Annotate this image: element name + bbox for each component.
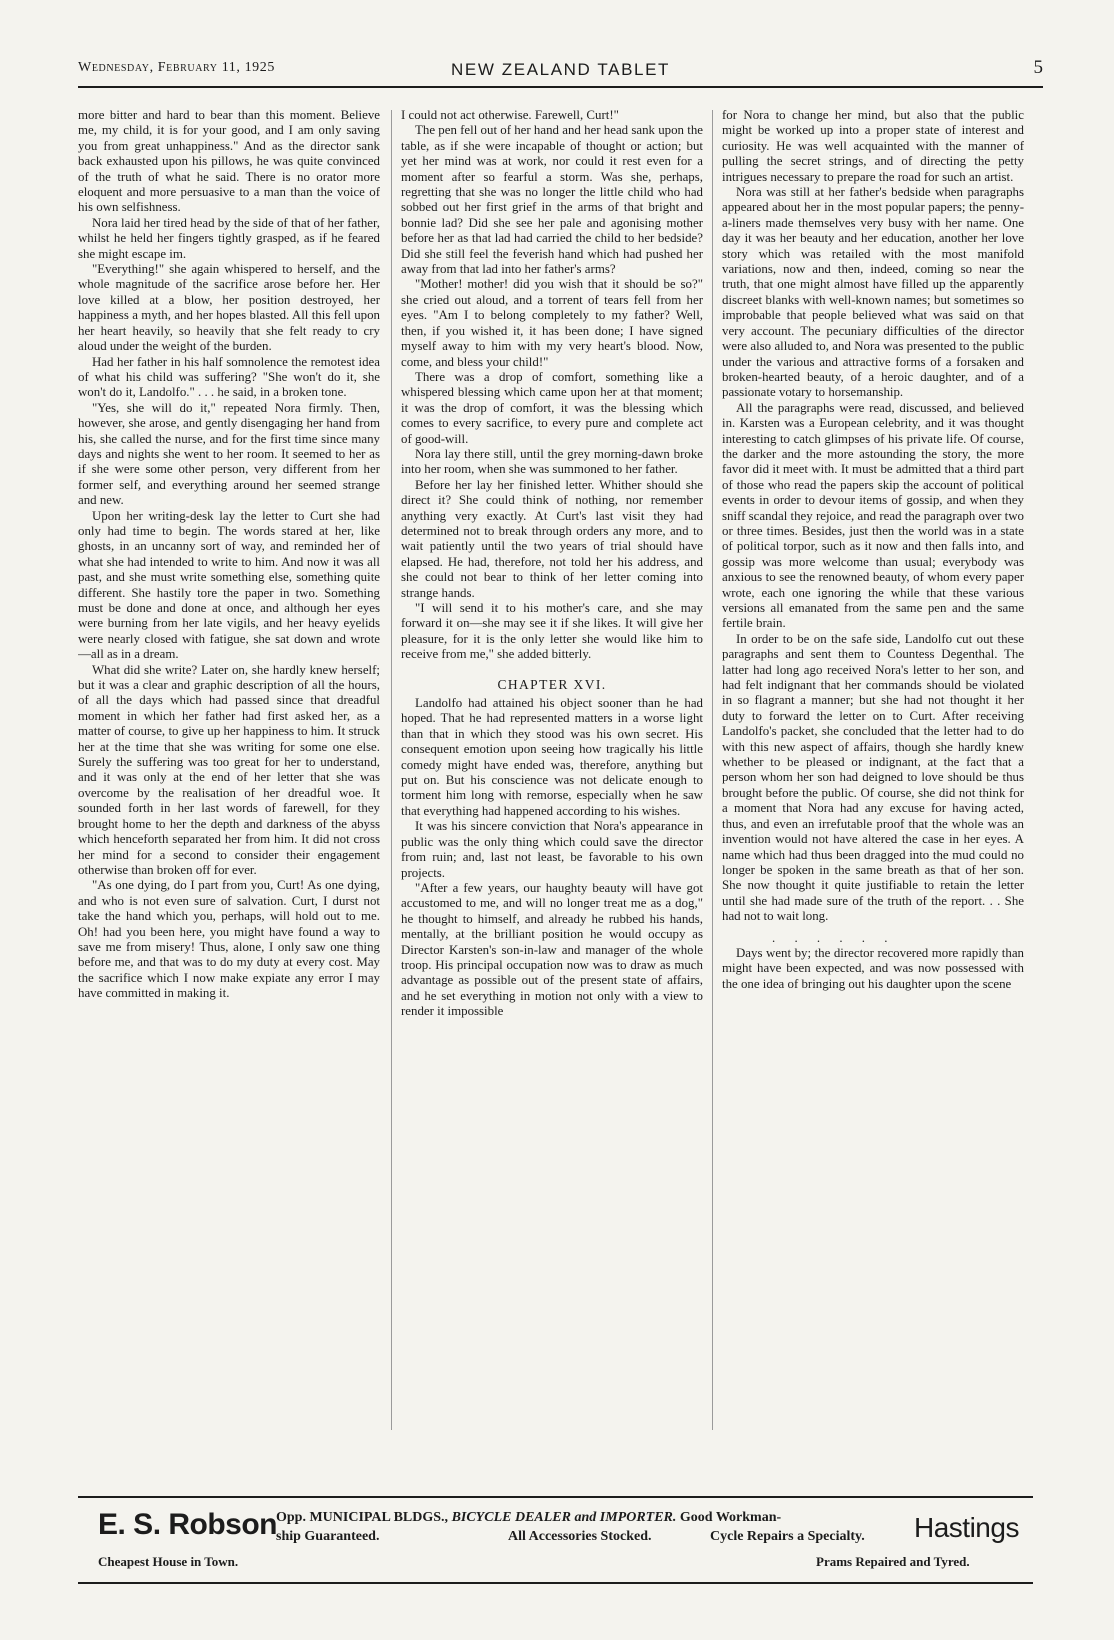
advert-prams: Prams Repaired and Tyred.: [816, 1554, 970, 1569]
chapter-heading: CHAPTER XVI.: [497, 676, 607, 692]
paragraph: "Mother! mother! did you wish that it should be so?" she cried out aloud, and a torrent of tears fell from her eyes. "Am I to belong completely to my father? Well, then, if you wished it, it has been done; I have signed myself away to him with my very heart's blood. Now, come, and bless your child!": [401, 277, 703, 369]
paragraph: "I will send it to his mother's care, and she may forward it on—she may see it if she likes. It will give her pleasure, for it is the only letter she would like him to receive from me," she added bitterly.: [401, 601, 703, 662]
column-rule: [391, 110, 392, 1430]
header-title: NEW ZEALAND TABLET: [451, 60, 670, 79]
page-number: 5: [1033, 57, 1043, 78]
paragraph: I could not act otherwise. Farewell, Curt!": [401, 108, 619, 122]
advert-guarantee: ship Guaranteed.: [276, 1529, 380, 1544]
paragraph: In order to be on the safe side, Landolfo cut out these paragraphs and sent them to Countess Degenthal. The latter had long ago received Nora's letter to her son, and had felt indignant that her commands should be violated in so flagrant a manner; but she had not thought it her duty to forward the letter on to Curt. After receiving Landolfo's packet, she concluded that the letter had to do with this new aspect of affairs, though she hardly knew whether to be pleased or indignant, at the fact that a person whom her son had deigned to love should be thus brought before the public. Of course, she did not think for a moment that Nora had any excuse for having acted, thus, and even an irrefutable proof that the whole was an invention would not have altered the case in her eyes. A name which had thus been dragged into the mud could no longer be spoken in the same breath as that of her son. She now thought it quite justifiable to retain the letter until she had made sure of the truth of the report. . . She had not to wait long.: [722, 631, 1024, 924]
paragraph: Nora laid her tired head by the side of that of her father, whilst he held her fingers tightly grasped, as if he feared she might escape im.: [78, 215, 380, 261]
paragraph: Had her father in his half somnolence the remotest idea of what his child was suffering? "She won't do it, she won't do it, Landolfo." . . . he said, in a broken tone.: [78, 354, 380, 400]
paragraph: It was his sincere conviction that Nora's appearance in public was the only thing which could save the director from ruin; and, last not least, be favorable to his own projects.: [401, 819, 703, 880]
advert-line-1: [276, 1510, 781, 1526]
column-rule: [712, 110, 713, 1430]
paragraph: Days went by; the director recovered more rapidly than might have been expected, and was now possessed with the one idea of bringing out his daughter upon the scene: [722, 945, 1024, 991]
paragraph: What did she write? Later on, she hardly knew herself; but it was a clear and graphic description of all the hours, of all the days which had passed since that dreadful moment in which her father had first asked her, as a matter of course, to give up her happiness to him. It struck her at the time that she was writing for some one else. Surely the suffering was too great for her to understand, and it was only at the end of her letter that she was overcome by the realisation of her dreadful woe. It sounded forth in her last words of farewell, for they brought home to her the depth and darkness of the abyss which henceforth separated her from him. It did not cross her mind for a second to consider their engagement otherwise than broken off for ever.: [78, 662, 380, 877]
paragraph: more bitter and hard to bear than this moment. Believe me, my child, it is for your good, and I am only saving you from great unhappiness." And as the director sank back exhausted upon his pillows, he was quite convinced of the truth of what he said. There is no orator more eloquent and more persuasive to a man than the voice of his own selfishness.: [78, 108, 380, 215]
advert-address: Opp. MUNICIPAL BLDGS.,: [276, 1510, 449, 1525]
advert-accessories: All Accessories Stocked.: [508, 1529, 652, 1544]
paragraph: Before her lay her finished letter. Whither should she direct it? She could think of nothing, nor remember anything very exactly. At Curt's last visit they had determined not to break through orders any more, and to wait patiently until the two years of trial should have elapsed. He had, therefore, not told her his address, and she could not bear to think of her letter coming into strange hands.: [401, 477, 703, 600]
paragraph: "As one dying, do I part from you, Curt! As one dying, and who is not even sure of salvation. Curt, I durst not take the hand which you, perhaps, will hold out to me. Oh! had you been here, you might have found a way to save me from misery! Thus, alone, I only saw one thing before me, and that was to do my duty at every cost. May the sacrifice which I now make expiate any error I may have committed in making it.: [78, 878, 380, 1001]
column-1: [78, 108, 380, 1478]
column-2: [401, 108, 703, 1478]
robson-advertisement: [78, 1496, 1033, 1584]
paragraph: "Yes, she will do it," repeated Nora firmly. Then, however, she arose, and gently disengaging her hand from his, she called the nurse, and for the first time since many days and nights she went to her room. It seemed to her as if she were some other person, very different from her former self, and everything around her seemed strange and new.: [78, 400, 380, 508]
paragraph: The pen fell out of her hand and her head sank upon the table, as if she were incapable of thought or action; but yet her mind was at work, nor could it rest even for a moment after so fearful a storm. Was she, perhaps, regretting that she was no longer the little child who had sobbed out her first grief in the arms of that bright and bonnie lad? Did she see her pale and agonising mother before her as that lad had carried the child to her bedside? Did she still feel the feverish hand which had pushed her away from that lad into her father's arms?: [401, 123, 703, 277]
advert-town: Hastings: [914, 1512, 1019, 1543]
header-date: Wednesday, February 11, 1925: [78, 60, 275, 75]
advert-business-name: E. S. Robson: [98, 1508, 278, 1541]
paragraph: Landolfo had attained his object sooner than he had hoped. That he had represented matters in a worse light than that in which they stood was his own secret. His consequent emotion upon seeing how tragically his little comedy might have ended was, therefore, anything but put on. But his conscience was not delicate enough to torment him long with remorse, especially when he saw that everything had happened according to his wishes.: [401, 696, 703, 818]
paragraph: "Everything!" she again whispered to herself, and the whole magnitude of the sacrifice arose before her. Her love killed at a blow, her position destroyed, her happiness a myth, and her hopes blasted. All this fell upon her heart heavily, so heavily that she felt ready to cry aloud under the weight of the burden.: [78, 262, 380, 354]
paragraph: "After a few years, our haughty beauty will have got accustomed to me, and will no longer treat me as a dog," he thought to himself, and already he rubbed his hands, mentally, at the brilliant position he would occupy as Director Karsten's son-in-law and manager of the whole troop. His principal occupation now was to draw as much advantage as possible out of the present state of affairs, and he set everything in motion not only with a view to render it impossible: [401, 880, 703, 1019]
page-header: [78, 52, 1043, 88]
advert-cycle-repairs: Cycle Repairs a Specialty.: [710, 1529, 865, 1544]
column-3: [722, 108, 1024, 1478]
paragraph: Nora lay there still, until the grey morning-dawn broke into her room, when she was summoned to her father.: [401, 446, 703, 477]
paragraph: Upon her writing-desk lay the letter to Curt she had only had time to begin. The words stared at her, like ghosts, in an uncanny sort of way, and reminded her of what she had intended to write to him. And now it was all past, and she must write something else, something quite different. She hastily tore the paper in two. Something must be done and done at once, and although her eyes were burning from her late vigils, and her heavy eyelids were nearly closed with fatigue, she sat down and wrote—all as in a dream.: [78, 508, 380, 662]
paragraph: There was a drop of comfort, something like a whispered blessing which came upon her at that moment; it was the drop of comfort, it was the blessing which comes to every sacrifice, to every pure and complete act of good-will.: [401, 369, 703, 446]
advert-workmanship: Good Workman-: [679, 1510, 782, 1525]
paragraph: All the paragraphs were read, discussed, and believed in. Karsten was a European celebrity, and it was thought interesting to catch glimpses of his private life. Of course, the darker and the more astounding the story, the more favor did it meet with. It must be admitted that a third part of those who read the papers skip the account of political events in order to devour items of gossip, and when they sniff scandal they rejoice, and read the paragraph over two or three times. Besides, just then the world was in a state of political torpor, such as it now and then falls into, and gossip was more welcome than usual; everybody was anxious to see the renowned beauty, of whom every paper wrote, each one ignoring the while that these various versions all emanated from the same pen and the same fertile brain.: [722, 400, 1024, 631]
paragraph: for Nora to change her mind, but also that the public might be worked up into a proper state of interest and curiosity. He was well acquainted with the manner of pulling the secret strings, and of directing the petty intrigues necessary to prepare the road for such an artist.: [722, 108, 1024, 184]
paragraph: Nora was still at her father's bedside when paragraphs appeared about her in the most popular papers; the penny-a-liners made themselves very busy with her name. One day it was her beauty and her education, another her love story which was retailed with the most manifold variations, now and then, indeed, coming so near the truth, that one might almost have filled up the apparently discreet blanks with well-known names; but sometimes so improbable that people believed what was said on that very account. The pecuniary difficulties of the director were also alluded to, and Nora was presented to the public under the various and attractive forms of a forsaken and broken-hearted beauty, of a heroic daughter, and of a passionate votary to horsemanship.: [722, 185, 1024, 400]
section-break-dots: . . . . . .: [772, 930, 896, 945]
advert-trade: BICYCLE DEALER and IMPORTER.: [451, 1510, 677, 1525]
advert-tagline: Cheapest House in Town.: [98, 1554, 239, 1569]
